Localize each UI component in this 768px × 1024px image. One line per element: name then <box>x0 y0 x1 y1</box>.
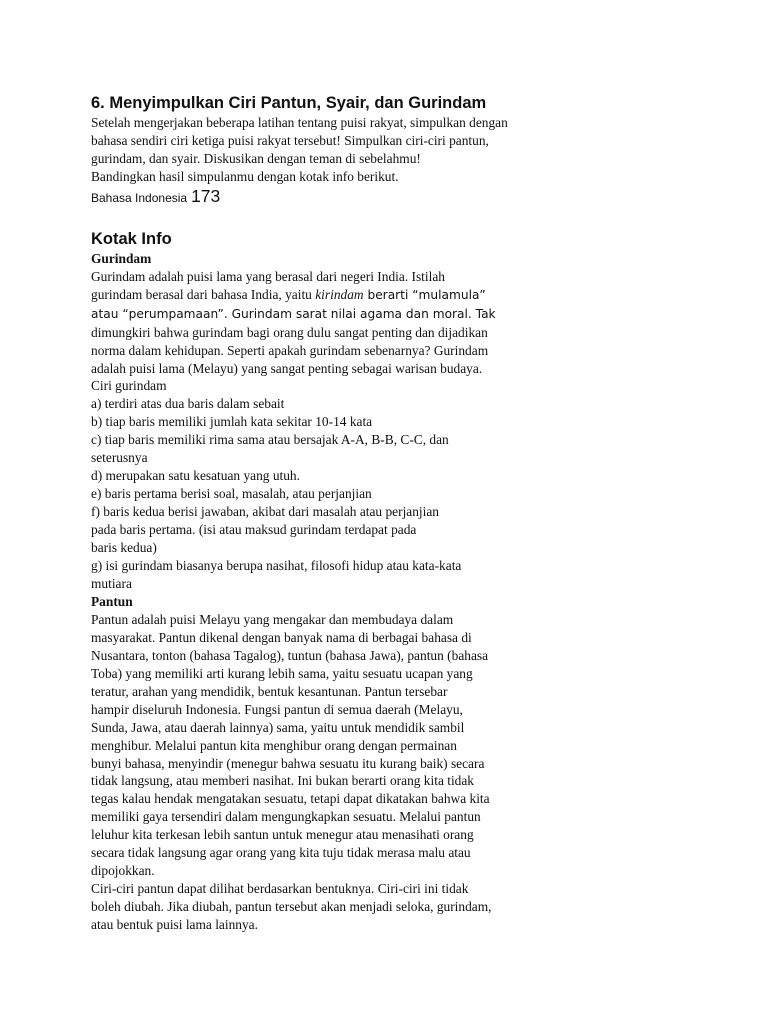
pantun-line: bunyi bahasa, menyindir (menegur bahwa sesuatu itu kurang baik) secara <box>91 755 485 771</box>
pantun-section <box>91 593 571 934</box>
gurindam-line: baris kedua) <box>91 540 157 556</box>
pantun-line: Pantun adalah puisi Melayu yang mengakar dan membudaya dalam <box>91 611 454 627</box>
section-heading: 6. Menyimpulkan Ciri Pantun, Syair, dan Gurindam <box>91 94 487 112</box>
pantun-line: tegas kalau hendak mengatakan sesuatu, tetapi dapat dikatakan bahwa kita <box>91 791 490 807</box>
intro-line: Setelah mengerjakan beberapa latihan tentang puisi rakyat, simpulkan dengan <box>91 115 508 130</box>
pantun-line: secara tidak langsung agar orang yang kita tuju tidak merasa malu atau <box>91 845 471 861</box>
page-number: 173 <box>191 185 221 206</box>
gurindam-line: mutiara <box>91 575 132 591</box>
gurindam-line: norma dalam kehidupan. Seperti apakah gurindam sebenarnya? Gurindam <box>91 342 489 358</box>
pantun-line: Sunda, Jawa, atau daerah lainnya) sama, yaitu untuk mendidik sambil <box>91 719 465 735</box>
gurindam-line: b) tiap baris memiliki jumlah kata sekitar 10-14 kata <box>91 414 373 430</box>
pantun-line: dipojokkan. <box>91 863 155 879</box>
intro-line: gurindam, dan syair. Diskusikan dengan teman di sebelahmu! <box>91 150 421 166</box>
intro-line: bahasa sendiri ciri ketiga puisi rakyat tersebut! Simpulkan ciri-ciri pantun, <box>91 132 489 148</box>
gurindam-title: Gurindam <box>91 250 152 266</box>
gurindam-line: adalah puisi lama (Melayu) yang sangat penting sebagai warisan budaya. <box>91 360 483 376</box>
pantun-line: Ciri-ciri pantun dapat dilihat berdasarkan bentuknya. Ciri-ciri ini tidak <box>91 881 469 897</box>
gurindam-line: d) merupakan satu kesatuan yang utuh. <box>91 468 300 484</box>
gurindam-line: e) baris pertama berisi soal, masalah, atau perjanjian <box>91 486 372 502</box>
pantun-title: Pantun <box>91 593 133 609</box>
gurindam-line: pada baris pertama. (isi atau maksud gurindam terdapat pada <box>91 522 417 538</box>
page-footer <box>91 186 571 210</box>
gurindam-line: dimungkiri bahwa gurindam bagi orang dulu sangat penting dan dijadikan <box>91 324 488 340</box>
pantun-line: boleh diubah. Jika diubah, pantun tersebut akan menjadi seloka, gurindam, <box>91 899 492 915</box>
text-span: berarti “mulamula” <box>363 287 486 302</box>
document-page <box>91 92 571 934</box>
gurindam-line: Gurindam adalah puisi lama yang berasal dari negeri India. Istilah <box>91 268 445 284</box>
text-span: atau “perumpamaan”. Gurindam sarat nilai agama dan moral. <box>91 306 472 321</box>
intro-line: Bandingkan hasil simpulanmu dengan kotak info berikut. <box>91 168 399 184</box>
book-title: Bahasa Indonesia <box>91 190 188 205</box>
pantun-line: memiliki gaya tersendiri dalam mengungkapkan sesuatu. Melalui pantun <box>91 809 481 825</box>
pantun-line: atau bentuk puisi lama lainnya. <box>91 917 258 933</box>
pantun-line: Nusantara, tonton (bahasa Tagalog), tuntun (bahasa Jawa), pantun (bahasa <box>91 647 489 663</box>
gurindam-line: c) tiap baris memiliki rima sama atau bersajak A-A, B-B, C-C, dan <box>91 432 449 448</box>
pantun-line: tidak langsung, atau memberi nasihat. Ini bukan berarti orang kita tidak <box>91 773 475 789</box>
text-span: Tak <box>471 306 496 321</box>
gurindam-line <box>91 286 571 305</box>
gurindam-line <box>91 305 571 324</box>
pantun-lines <box>91 611 571 934</box>
gurindam-line: Ciri gurindam <box>91 378 167 394</box>
kotak-info-heading: Kotak Info <box>91 229 172 248</box>
pantun-line: menghibur. Melalui pantun kita menghibur orang dengan permainan <box>91 737 457 753</box>
gurindam-line: a) terdiri atas dua baris dalam sebait <box>91 396 285 412</box>
italic-term: kirindam <box>315 286 364 302</box>
pantun-line: Toba) yang memiliki arti kurang lebih sama, yaitu sesuatu ucapan yang <box>91 665 473 681</box>
gurindam-rest <box>91 324 571 593</box>
gurindam-line: g) isi gurindam biasanya berupa nasihat, filosofi hidup atau kata-kata <box>91 558 462 574</box>
intro-paragraph <box>91 114 571 186</box>
gurindam-line: seterusnya <box>91 450 148 466</box>
pantun-line: teratur, arahan yang mendidik, bentuk kesantunan. Pantun tersebar <box>91 683 448 699</box>
gurindam-line: f) baris kedua berisi jawaban, akibat dari masalah atau perjanjian <box>91 504 440 520</box>
pantun-line: hampir diseluruh Indonesia. Fungsi pantun di semua daerah (Melayu, <box>91 701 463 717</box>
pantun-line: masyarakat. Pantun dikenal dengan banyak nama di berbagai bahasa di <box>91 629 472 645</box>
gurindam-section <box>91 250 571 593</box>
pantun-line: leluhur kita terkesan lebih santun untuk menegur atau menasihati orang <box>91 827 474 843</box>
text-span: gurindam berasal dari bahasa India, yaitu <box>91 286 316 302</box>
